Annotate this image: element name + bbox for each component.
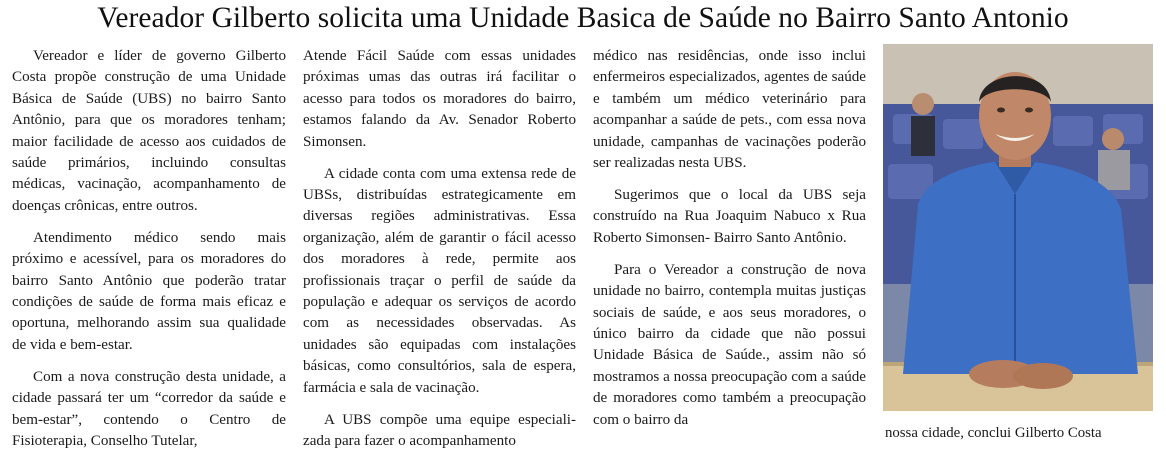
paragraph: Atendimento médico sendo mais próximo e acessível, para os moradores do bairro Santo Antônio que poderão tratar condições de saúde de forma mais eficaz e oportuna, melhorando assim sua qualidade de vida e bem-estar. xyxy=(12,229,286,353)
paragraph: A cidade conta com uma extensa rede de UBSs, distribuídas estrategicamente em diversas regiões administrativas. Essa organização, além de garantir o fácil acesso dos moradores à rede, permite aos profissionais traçar o perfil de saúde da população e adequar os serviços de acordo com as necessidades observadas. As unidades são equipadas com instalações básicas, como consultórios, sala de espera, farmácia e sala de vacinação. xyxy=(303,165,576,396)
headline: Vereador Gilberto solicita uma Unidade Basica de Saúde no Bairro Santo Antonio xyxy=(97,2,1069,34)
paragraph: médico nas residências, onde isso inclui enfermeiros especializados, agentes de saúde e também um médico veterinário para acompanhar a saúde de pets., com essa nova unidade, campanhas de vacinações poderão ser realizadas nesta UBS. xyxy=(593,48,866,172)
paragraph: Sugerimos que o local da UBS seja construído na Rua Joaquim Nabuco x Rua Roberto Simonsen- Bairro Santo Antônio. xyxy=(593,187,866,246)
paragraph: Com a nova construção desta unidade, a cidade passará ter um “corredor da saúde e bem-estar”, contendo o Centro de Fisioterapia, Conselho Tutelar, xyxy=(12,368,286,450)
article-column-3 xyxy=(593,46,866,442)
councilman-photo xyxy=(883,44,1153,411)
article-column-2 xyxy=(303,46,576,463)
paragraph: A UBS compõe uma equipe especializada para fazer o acompanhamento xyxy=(303,411,576,450)
portrait-illustration xyxy=(883,44,1153,411)
paragraph: Vereador e líder de governo Gilberto Costa propõe construção de uma Unidade Básica de Saúde (UBS) no bairro Santo Antônio, para que os moradores tenham; maior facilidade de acesso aos cuidados de saúde primários, incluindo consultas médicas, vacinação, acompanhamento de doenças crônicas, entre outros. xyxy=(12,48,286,214)
article-column-1 xyxy=(12,46,286,463)
paragraph: Atende Fácil Saúde com essas unidades próximas umas das outras irá facilitar o acesso para todos os moradores do bairro, estamos falando da Av. Senador Roberto Simonsen. xyxy=(303,48,576,150)
paragraph: Para o Vereador a construção de nova unidade no bairro, contempla muitas justiças sociais de saúde, e aos seus moradores, o único bairro da cidade que não possui Unidade Básica de Saúde., assim não só mostramos a nossa preocupação com a saúde de moradores como também a preocupação com o bairro da xyxy=(593,261,866,428)
photo-caption: nossa cidade, conclui Gilberto Costa xyxy=(885,425,1102,441)
